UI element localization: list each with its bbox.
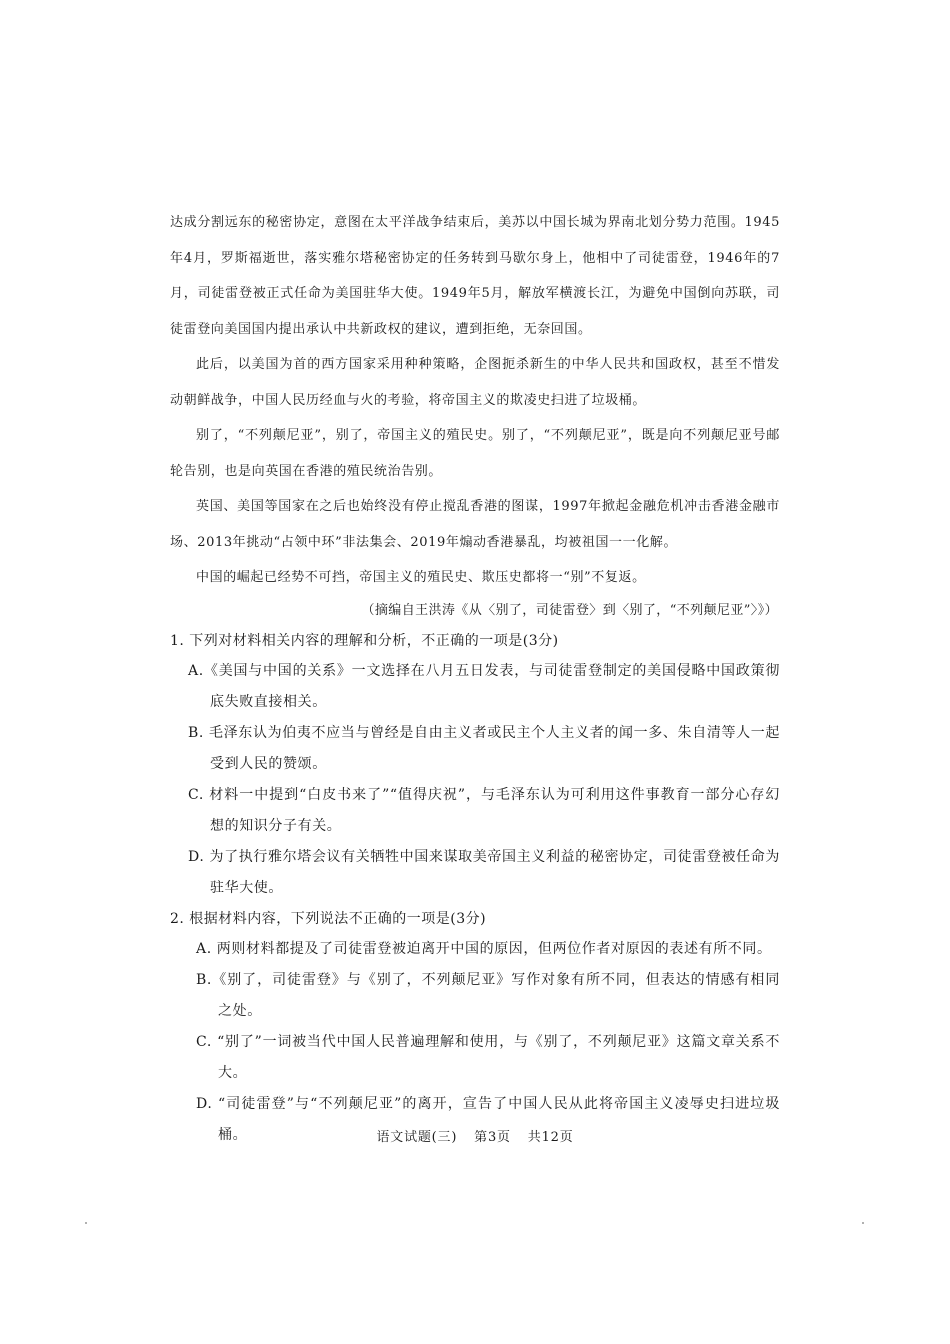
scan-speck	[862, 1222, 864, 1224]
footer-total-pages: 共12页	[527, 1130, 574, 1145]
passage-paragraph: 中国的崛起已经势不可挡，帝国主义的殖民史、欺压史都将一“别”不复返。	[196, 570, 646, 585]
option-c: C. 材料一中提到“白皮书来了”“值得庆祝”，与毛泽东认为可利用这件事教育一部分心存幻想的知识分子有关。	[188, 786, 780, 834]
option-a: A.《美国与中国的关系》一文选择在八月五日发表，与司徒雷登制定的美国侵略中国政策彻底失败直接相关。	[188, 662, 780, 710]
option-d: D. 为了执行雅尔塔会议有关牺牲中国来谋取美帝国主义利益的秘密协定，司徒雷登被任命为驻华大使。	[188, 848, 780, 896]
passage-paragraph: 英国、美国等国家在之后也始终没有停止搅乱香港的图谋，1997年掀起金融危机冲击香港金融市场、2013年挑动“占领中环”非法集会、2019年煽动香港暴乱，均被祖国一一化解。	[170, 499, 780, 550]
question-2	[170, 904, 780, 1151]
footer-page-number: 第3页	[474, 1130, 511, 1145]
passage-source: （摘编自王洪涛《从〈别了，司徒雷登〉到〈别了，“不列颠尼亚”〉》）	[361, 602, 778, 618]
page-footer	[0, 1128, 950, 1148]
reading-passage	[170, 205, 780, 626]
question-stem: 1. 下列对材料相关内容的理解和分析，不正确的一项是(3分)	[170, 632, 559, 649]
option-a: A. 两则材料都提及了司徒雷登被迫离开中国的原因，但两位作者对原因的表述有所不同。	[196, 940, 772, 957]
option-b: B. 毛泽东认为伯夷不应当与曾经是自由主义者或民主个人主义者的闻一多、朱自清等人一起受到人民的赞颂。	[188, 724, 780, 772]
passage-paragraph: 别了，“不列颠尼亚”，别了，帝国主义的殖民史。别了，“不列颠尼亚”，既是向不列颠尼亚号邮轮告别，也是向英国在香港的殖民统治告别。	[170, 428, 780, 479]
question-stem: 2. 根据材料内容，下列说法不正确的一项是(3分)	[170, 910, 487, 927]
passage-paragraph: 此后，以美国为首的西方国家采用种种策略，企图扼杀新生的中华人民共和国政权，甚至不惜发动朝鲜战争，中国人民历经血与火的考验，将帝国主义的欺凌史扫进了垃圾桶。	[170, 357, 780, 408]
passage-paragraph: 达成分割远东的秘密协定，意图在太平洋战争结束后，美苏以中国长城为界南北划分势力范围。1945年4月，罗斯福逝世，落实雅尔塔秘密协定的任务转到马歇尔身上，他相中了司徒雷登，1946年的7月，司徒雷登被正式任命为美国驻华大使。1949年5月，解放军横渡长江，为避免中国倒向苏联，司徒雷登向美国国内提出承认中共新政权的建议，遭到拒绝，无奈回国。	[170, 215, 780, 337]
option-d: D. “司徒雷登”与“不列颠尼亚”的离开，宣告了中国人民从此将帝国主义凌辱史扫进垃圾桶。	[196, 1095, 780, 1143]
scan-speck	[85, 1222, 87, 1224]
option-c: C. “别了”一词被当代中国人民普遍理解和使用，与《别了，不列颠尼亚》这篇文章关系不大。	[196, 1033, 780, 1081]
question-1	[170, 626, 780, 904]
question-list	[170, 626, 780, 1151]
footer-exam-title: 语文试题(三)	[376, 1130, 458, 1145]
exam-page	[170, 205, 780, 1151]
option-b: B.《别了，司徒雷登》与《别了，不列颠尼亚》写作对象有所不同，但表达的情感有相同之处。	[196, 971, 780, 1019]
